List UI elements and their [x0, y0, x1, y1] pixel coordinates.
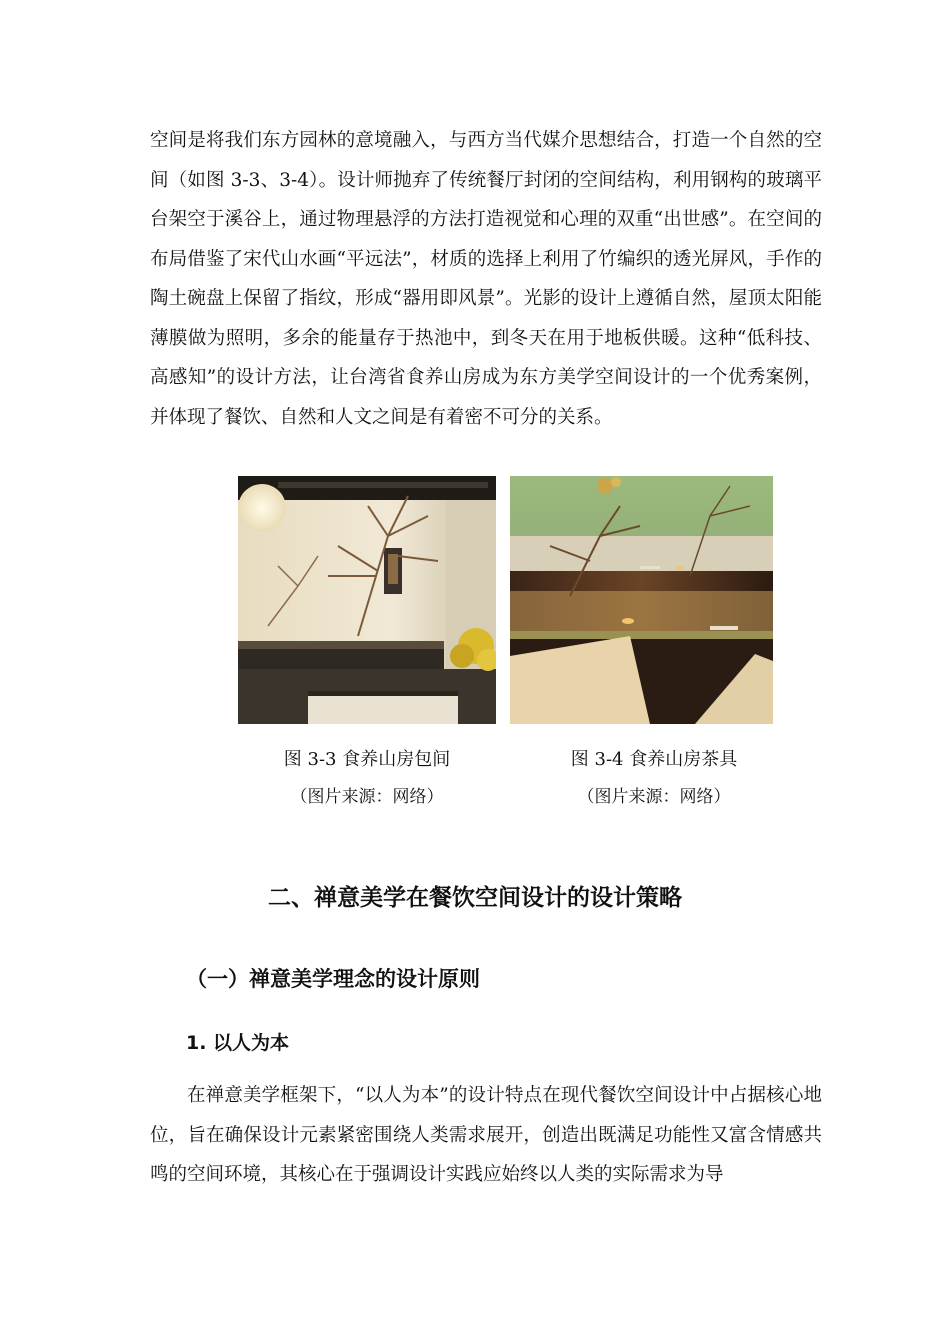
figure-3-4-tea-set-photo	[510, 476, 773, 724]
figure-3-4-caption	[494, 748, 814, 809]
paragraph-intro: 空间是将我们东方园林的意境融入，与西方当代媒介思想结合，打造一个自然的空间（如图 3-3、3-4）。设计师抛弃了传统餐厅封闭的空间结构，利用钢构的玻璃平台架空于溪谷上，通过物理悬浮的方法打造视觉和心理的双重“出世感”。在空间的布局借鉴了宋代山水画“平远法”，材质的选择上利用了竹编织的透光屏风，手作的陶土碗盘上保留了指纹，形成“器用即风景”。光影的设计上遵循自然，屋顶太阳能薄膜做为照明，多余的能量存于热池中，到冬天在用于地板供暖。这种“低科技、高感知”的设计方法，让台湾省食养山房成为东方美学空间设计的一个优秀案例，并体现了餐饮、自然和人文之间是有着密不可分的关系。	[150, 130, 822, 428]
subsection-heading: （一）禅意美学理念的设计原则	[186, 967, 480, 991]
tea-set-image	[510, 476, 773, 724]
item-heading: 1. 以人为本	[186, 1032, 290, 1054]
figure-3-3-title: 图 3-3 食养山房包间	[283, 749, 451, 770]
figure-3-4-source: （图片来源：网络）	[577, 787, 731, 807]
figure-3-3-private-room-photo	[238, 476, 496, 724]
paragraph-people-oriented: 在禅意美学框架下，“以人为本”的设计特点在现代餐饮空间设计中占据核心地位，旨在确保设计元素紧密围绕人类需求展开，创造出既满足功能性又富含情感共鸣的空间环境，其核心在于强调设计实践应始终以人类的实际需求为导	[150, 1085, 822, 1185]
figure-3-3-source: （图片来源：网络）	[290, 787, 444, 807]
section-heading: 二、禅意美学在餐饮空间设计的设计策略	[268, 885, 682, 911]
private-room-image	[238, 476, 496, 724]
figure-3-4-title: 图 3-4 食养山房茶具	[570, 749, 738, 770]
figure-3-3-caption	[207, 748, 527, 809]
